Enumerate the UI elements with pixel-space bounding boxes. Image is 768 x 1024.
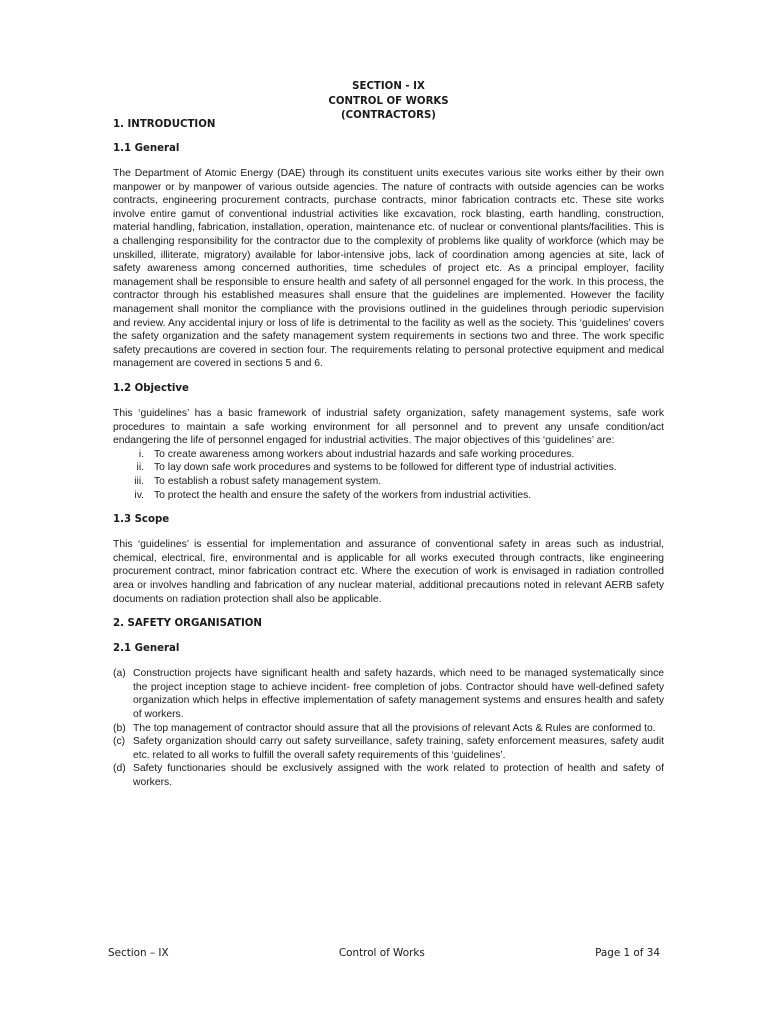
heading-1-1-general: 1.1 General bbox=[113, 143, 180, 155]
list-item-number: (b) bbox=[113, 722, 126, 734]
list-item-text: The top management of contractor should assure that all the provisions of relevant Acts & Rules are conformed to. bbox=[133, 722, 656, 734]
list-item-number: i. bbox=[138, 448, 144, 460]
page-content bbox=[113, 80, 664, 800]
list-item bbox=[113, 762, 664, 789]
list-item-number: (a) bbox=[113, 668, 126, 680]
heading-introduction: 1. INTRODUCTION bbox=[113, 118, 216, 130]
objectives-list bbox=[113, 448, 664, 502]
section-title: CONTROL OF WORKS bbox=[328, 95, 449, 107]
safety-items-list bbox=[113, 667, 664, 789]
list-item bbox=[113, 475, 664, 489]
heading-safety-organisation: 2. SAFETY ORGANISATION bbox=[113, 618, 262, 630]
heading-1-3-scope: 1.3 Scope bbox=[113, 514, 170, 526]
list-item-text: To protect the health and ensure the safety of the workers from industrial activities. bbox=[154, 489, 532, 501]
list-item-text: Construction projects have significant health and safety hazards, which need to be managed systematically since the project inception stage to achieve incident- free completion of jobs. Contractor should have well-defined safety organization which helps in effective implementation of safety management systems and ensures health and safety of workers. bbox=[133, 668, 664, 720]
list-item bbox=[113, 667, 664, 721]
section-number: SECTION - IX bbox=[352, 81, 425, 92]
list-item bbox=[113, 722, 664, 736]
list-item-text: Safety organization should carry out safety surveillance, safety training, safety enforcement measures, safety audit etc. related to all works to fulfill the overall safety requirements of this ‘guidelines’. bbox=[133, 736, 664, 761]
footer-title: Control of Works bbox=[338, 947, 425, 959]
page-footer bbox=[108, 947, 660, 959]
list-item bbox=[113, 448, 664, 462]
section-subtitle: (CONTRACTORS) bbox=[341, 110, 436, 121]
paragraph-scope: This ‘guidelines’ is essential for implementation and assurance of conventional safety in areas such as industrial, chemical, electrical, fire, environmental and is applicable for all works executed through contracts, like engineering procurement contract, minor fabrication contract etc. Where the execution of work is envisaged in radiation controlled area or involves handling and fabrication of any nuclear material, additional precautions noted in relevant AERB safety documents on radiation protection shall also be applicable. bbox=[113, 539, 664, 605]
list-item-text: Safety functionaries should be exclusively assigned with the work related to protection of health and safety of workers. bbox=[133, 763, 664, 788]
list-item-number: iii. bbox=[134, 475, 144, 487]
list-item-text: To establish a robust safety management system. bbox=[154, 475, 382, 487]
paragraph-objective: This ‘guidelines’ has a basic framework of industrial safety organization, safety management systems, safe work procedures to maintain a safe working environment for all personnel and to prevent any unsafe condition/act endangering the life of personnel engaged for industrial activities. The major objectives of this ‘guidelines’ are: bbox=[113, 408, 664, 447]
list-item bbox=[113, 489, 664, 503]
list-item-number: (c) bbox=[113, 736, 126, 748]
footer-page-number: Page 1 of 34 bbox=[595, 947, 660, 959]
heading-1-2-objective: 1.2 Objective bbox=[113, 383, 189, 394]
list-item-number: iv. bbox=[134, 489, 144, 501]
paragraph-general: The Department of Atomic Energy (DAE) through its constituent units executes various site works either by their own manpower or by manpower of various outside agencies. The nature of contracts with outside agencies can be works contracts, engineering procurement contracts, purchase contracts, minor fabrication contracts etc. These site works involve entire gamut of conventional industrial activities like excavation, rock blasting, earth handling, construction, material handling, fabrication, installation, operation, maintenance etc. of nuclear or conventional plants/facilities. This is a challenging responsibility for the contractor due to the complexity of problems like quality of workforce (which may be unskilled, illiterate, migratory) available for labor-intensive jobs, lack of coordination among agencies at site, lack of safety awareness among concerned authorities, time schedules of project etc. As a principal employer, facility management shall be responsible to ensure health and safety of all personnel engaged for the work. In this process, the contractor through his established measures shall ensure that the guidelines are implemented. However the facility management shall monitor the compliance with the provisions outlined in the guidelines through periodic supervision and review. Any accidental injury or loss of life is detrimental to the facility as well as the society. This ‘guidelines’ covers the safety organization and the safety management system requirements in sections two and three. The work specific safety precautions are covered in section four. The requirements relating to personal protective equipment and medical management are covered in sections 5 and 6. bbox=[113, 168, 664, 370]
list-item-number: (d) bbox=[113, 763, 126, 775]
footer-section: Section – IX bbox=[108, 947, 169, 959]
list-item bbox=[113, 461, 664, 475]
list-item-number: ii. bbox=[136, 462, 144, 474]
list-item-text: To lay down safe work procedures and systems to be followed for different type of industrial activities. bbox=[154, 462, 617, 474]
heading-2-1-general: 2.1 General bbox=[113, 643, 180, 655]
list-item-text: To create awareness among workers about industrial hazards and safe working procedures. bbox=[154, 448, 575, 460]
list-item bbox=[113, 735, 664, 762]
